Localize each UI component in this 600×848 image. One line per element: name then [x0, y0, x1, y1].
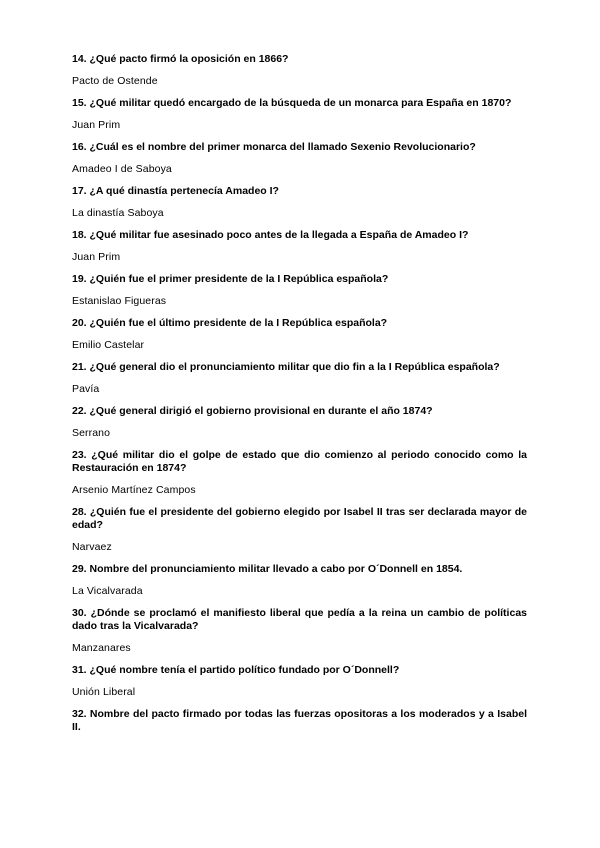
question-31: 31. ¿Qué nombre tenía el partido político fundado por O´Donnell? — [72, 664, 400, 676]
question-22: 22. ¿Qué general dirigió el gobierno provisional en durante el año 1874? — [72, 405, 433, 417]
question-23: 23. ¿Qué militar dio el golpe de estado que dio comienzo al periodo conocido como la Restauración en 1874? — [72, 449, 527, 474]
qa-item-14 — [72, 53, 527, 88]
answer-19: Estanislao Figueras — [72, 295, 167, 307]
qa-item-20 — [72, 317, 527, 352]
qa-item-21 — [72, 361, 527, 396]
answer-23: Arsenio Martínez Campos — [72, 484, 196, 496]
answer-29: La Vicalvarada — [72, 585, 143, 597]
qa-item-17 — [72, 185, 527, 220]
qa-item-18 — [72, 229, 527, 264]
question-15: 15. ¿Qué militar quedó encargado de la búsqueda de un monarca para España en 1870? — [72, 97, 512, 109]
question-18: 18. ¿Qué militar fue asesinado poco antes de la llegada a España de Amadeo I? — [72, 229, 469, 241]
qa-item-16 — [72, 141, 527, 176]
qa-item-29 — [72, 563, 527, 598]
qa-item-30 — [72, 607, 527, 655]
qa-item-31 — [72, 664, 527, 699]
question-20: 20. ¿Quién fue el último presidente de la I República española? — [72, 317, 388, 329]
answer-18: Juan Prim — [72, 251, 121, 263]
document-page — [72, 53, 527, 743]
answer-21: Pavía — [72, 383, 100, 395]
answer-15: Juan Prim — [72, 119, 121, 131]
question-28: 28. ¿Quién fue el presidente del gobierno elegido por Isabel II tras ser declarada mayor de edad? — [72, 506, 527, 531]
answer-20: Emilio Castelar — [72, 339, 145, 351]
qa-item-22 — [72, 405, 527, 440]
answer-14: Pacto de Ostende — [72, 75, 158, 87]
qa-item-28 — [72, 506, 527, 554]
question-29: 29. Nombre del pronunciamiento militar llevado a cabo por O´Donnell en 1854. — [72, 563, 463, 575]
answer-22: Serrano — [72, 427, 111, 439]
question-30: 30. ¿Dónde se proclamó el manifiesto liberal que pedía a la reina un cambio de políticas dado tras la Vicalvarada? — [72, 607, 527, 632]
question-32: 32. Nombre del pacto firmado por todas las fuerzas opositoras a los moderados y a Isabel II. — [72, 708, 527, 733]
qa-item-15 — [72, 97, 527, 132]
question-17: 17. ¿A qué dinastía pertenecía Amadeo I? — [72, 185, 279, 197]
answer-30: Manzanares — [72, 642, 131, 654]
question-19: 19. ¿Quién fue el primer presidente de la I República española? — [72, 273, 389, 285]
answer-28: Narvaez — [72, 541, 112, 553]
qa-item-32 — [72, 708, 527, 734]
question-21: 21. ¿Qué general dio el pronunciamiento militar que dio fin a la I República española? — [72, 361, 500, 373]
qa-item-23 — [72, 449, 527, 497]
qa-item-19 — [72, 273, 527, 308]
answer-17: La dinastía Saboya — [72, 207, 164, 219]
answer-16: Amadeo I de Saboya — [72, 163, 172, 175]
question-16: 16. ¿Cuál es el nombre del primer monarca del llamado Sexenio Revolucionario? — [72, 141, 476, 153]
question-14: 14. ¿Qué pacto firmó la oposición en 1866? — [72, 53, 289, 65]
answer-31: Unión Liberal — [72, 686, 136, 698]
